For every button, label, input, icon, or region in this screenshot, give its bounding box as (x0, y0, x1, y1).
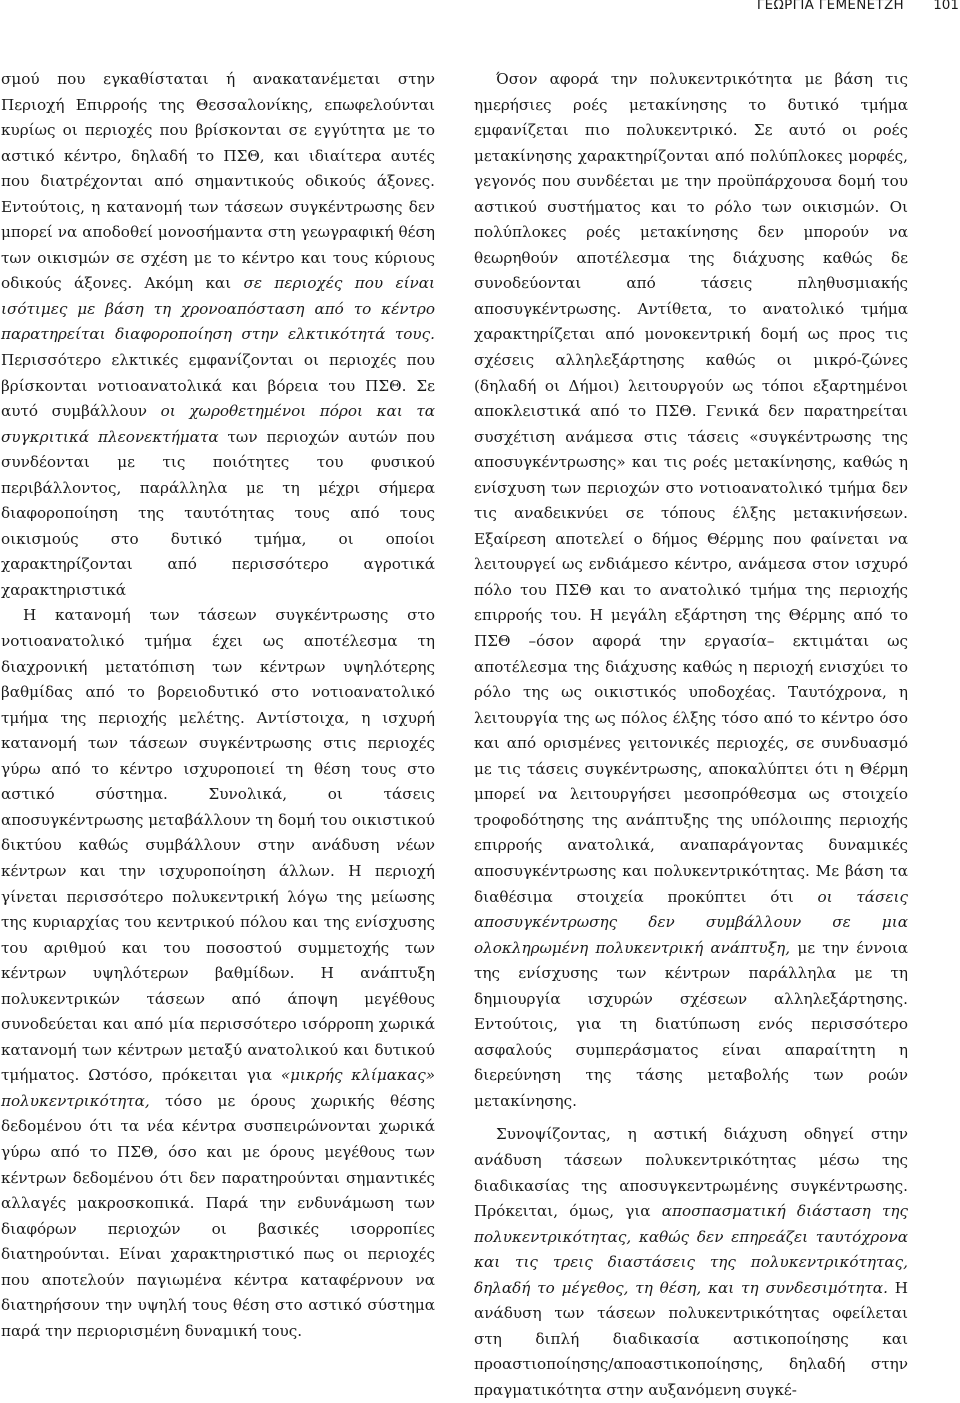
text-run: των περιοχών αυτών που συνδέονται με τις ποιότητες του φυσικού περιβάλλοντος, παράλληλα με τη μέχρι σήμερα διαφοροποίηση της ταυτότητας τους από τους οικισμούς στο δυτικό τμήμα, οι οποίοι χαρακτηρίζονται από περισσότερο αγροτικά χαρακτηριστικά (1, 427, 435, 599)
italic-text-run: «μικρής κλίμακας» πολυκεντρικότητα, (1, 1066, 435, 1110)
left-column (1, 67, 435, 1344)
page-header (0, 0, 960, 16)
text-run: Η κατανομή των τάσεων συγκέντρωσης στο νοτιοανατολικό τμήμα έχει ως αποτέλεσμα τη διαχρονική μετατόπιση των κέντρων υψηλότερης βαθμίδας από το βορειοδυτικό στο νοτιοανατολικό τμήμα της περιοχής μελέτης. Αντίστοιχα, η ισχυρή κατανομή των τάσεων συγκέντρωσης στις περιοχές γύρω από το κέντρο ισχυροποιεί τη θέση τους στο αστικό σύστημα. Συνολικά, οι τάσεις αποσυγκέντρωσης μεταβάλλουν τη δομή του οικιστικού δικτύου καθώς συμβάλλουν στην ανάδυση νέων κέντρων και την ισχυροποίηση άλλων. Η περιοχή γίνεται περισσότερο πολυκεντρική λόγω της μείωσης της κυριαρχίας του κεντρικού πόλου και της ενίσχυσης του αριθμού και του ποσοστού συμμετοχής των κέντρων υψηλότερων βαθμίδων. Η ανάπτυξη πολυκεντρικών τάσεων από άποψη μεγέθους συνοδεύεται και από μία περισσότερο ισόρροπη χωρικά κατανομή των κέντρων μεταξύ ανατολικού και δυτικού τμήματος. Ωστόσο, πρόκειται για (1, 606, 435, 1085)
left-paragraph-2 (1, 603, 435, 1344)
running-head-author: ΓΕΩΡΓΙΑ ΓΕΜΕΝΕΤΖΗ (756, 0, 904, 13)
left-paragraph-1 (1, 67, 435, 603)
text-run: Όσον αφορά την πολυκεντρικότητα με βάση τις ημερήσιες ροές μετακίνησης το δυτικό τμήμα εμφανίζεται πιο πολυκεντρικό. Σε αυτό οι ροές μετακίνησης χαρακτηρίζονται από πολύπλοκες μορφές, γεγονός που συνδέεται με την προϋπάρχουσα δομή του αστικού συστήματος και το ρόλο των οικισμών. Οι πολύπλοκες ροές μετακίνησης δεν μπορούν να θεωρηθούν αποτέλεσμα της διάχυσης καθώς δε συνοδεύονται από τάσεις πληθυσμιακής αποσυγκέντρωσης. Αντίθετα, το ανατολικό τμήμα χαρακτηρίζεται από μονοκεντρική δομή ως προς τις σχέσεις αλληλεξάρτησης καθώς οι μικρό-ζώνες (δηλαδή οι Δήμοι) λειτουργούν ως τόποι εξαρτημένοι αποκλειστικά από το ΠΣΘ. Γενικά δεν παρατηρείται συσχέτιση ανάμεσα στις τάσεις «συγκέντρωσης της αποσυγκέντρωσης» και τις ροές μετακίνησης, καθώς η ενίσχυση των περιοχών στο νοτιοανατολικό τμήμα δεν τις αναδεικνύει σε τόπους έλξης μετακινήσεων. Εξαίρεση αποτελεί ο δήμος Θέρμης που φαίνεται να λειτουργεί ως ενδιάμεσο κέντρο, ανάμεσα στον ισχυρό πόλο του ΠΣΘ και το ανατολικό τμήμα της περιοχής επιρροής του. Η μεγάλη εξάρτηση της Θέρμης από το ΠΣΘ –όσον αφορά την εργασία– εκτιμάται ως αποτέλεσμα της διάχυσης καθώς η περιοχή ενισχύει το ρόλο της ως οικιστικός υποδοχέας. Ταυτόχρονα, η λειτουργία της ως πόλος έλξης τόσο από το κέντρο όσο και από ορισμένες γειτονικές περιοχές, σε συνδυασμό με τις τάσεις συγκέντρωσης, αποκαλύπτει ότι η Θέρμη μπορεί να λειτουργήσει μεσοπρόθεσμα ως στοιχείο τροφοδότησης της ανάπτυξης της υπόλοιπης περιοχής επιρροής ανατολικά, αναπαράγοντας δυναμικές αποσυγκέντρωσης και πολυκεντρικότητας. Με βάση τα διαθέσιμα στοιχεία προκύπτει ότι (474, 70, 908, 906)
text-run: σμού που εγκαθίσταται ή ανακατανέμεται στην Περιοχή Επιρροής της Θεσσαλονίκης, επωφελούνται κυρίως οι περιοχές που βρίσκονται σε εγγύτητα με το αστικό κέντρο, δηλαδή το ΠΣΘ, και ιδιαίτερα αυτές που διατρέχονται από σημαντικούς οδικούς άξονες. Εντούτοις, η κατανομή των τάσεων συγκέντρωσης δεν μπορεί να αποδοθεί μονοσήμαντα στη γεωγραφική θέση των οικισμών σε σχέση με το κέντρο και τους κύριους οδικούς άξονες. Ακόμη και (1, 70, 435, 293)
right-paragraph-2 (474, 1122, 908, 1403)
text-run: Περισσότερο ελκτικές εμφανίζονται οι περιοχές που βρίσκονται νοτιοανατολικά και βόρεια του ΠΣΘ. Σε αυτό συμβάλλουν (1, 351, 435, 421)
text-run: Συνοψίζοντας, η αστική διάχυση οδηγεί στην ανάδυση τάσεων πολυκεντρικότητας μέσω της διαδικασίας της αποσυγκεντρωμένης συγκέντρωσης. Πρόκειται, όμως, για (474, 1125, 908, 1221)
right-column (474, 67, 908, 1403)
right-paragraph-1 (474, 67, 908, 1114)
text-run: τόσο με όρους χωρικής θέσης δεδομένου ότι τα νέα κέντρα συσπειρώνονται χωρικά γύρω από το ΠΣΘ, όσο και με όρους μεγέθους των κέντρων δεδομένου ότι δεν παρατηρούνται σημαντικές αλλαγές μακροσκοπικά. Παρά την ενδυνάμωση των διαφόρων περιοχών οι βασικές ισορροπίες διατηρούνται. Είναι χαρακτηριστικό πως οι περιοχές που αποτελούν παγιωμένα κέντρα καταφέρνουν να διατηρήσουν την υψηλή τους θέση στο αστικό σύστημα παρά την περιορισμένη δυναμική τους. (1, 1091, 435, 1340)
italic-text-run: σε περιοχές που είναι ισότιμες με βάση τη χρονοαπόσταση από το κέντρο παρατηρείται διαφοροποίηση στην ελκτικότητά τους. (1, 274, 435, 344)
italic-text-run: οι τάσεις αποσυγκέντρωσης δεν συμβάλλουν σε μια ολοκληρωμένη πολυκεντρική ανάπτυξη, (474, 887, 908, 957)
italic-text-run: οι χωροθετημένοι πόροι και τα συγκριτικά πλεονεκτήματα (1, 402, 435, 446)
page-number: 101 (933, 0, 959, 13)
text-run: με την έννοια της ενίσχυσης των κέντρων παράλληλα με τη δημιουργία ισχυρών σχέσεων αλληλεξάρτησης. Εντούτοις, για τη διατύπωση ενός περισσότερο ασφαλούς συμπεράσματος είναι απαραίτητη η διερεύνηση της τάσης μεταβολής των ροών μετακίνησης. (474, 938, 908, 1110)
italic-text-run: αποσπασματική διάσταση της πολυκεντρικότητας, καθώς δεν επηρεάζει ταυτόχρονα και τις τρεις διαστάσεις της πολυκεντρικότητας, δηλαδή το μέγεθος, τη θέση, και τη συνδεσιμότητα. (474, 1202, 909, 1297)
text-run: Η ανάδυση των τάσεων πολυκεντρικότητας οφείλεται στη διπλή διαδικασία αστικοποίησης και προαστιοποίησης/αποαστικοποίησης, δηλαδή στην πραγματικότητα στην αυξανόμενη συγκέ- (474, 1278, 908, 1399)
